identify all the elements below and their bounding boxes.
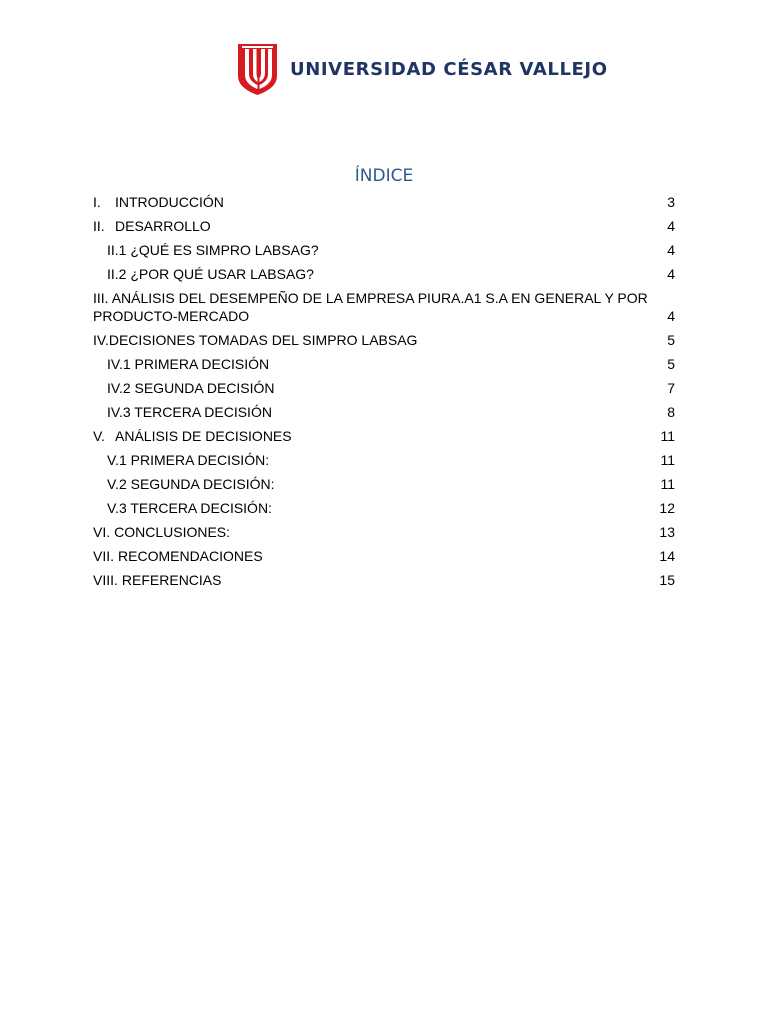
toc-subentry[interactable] <box>93 376 675 400</box>
toc-entry-text: II.1 ¿QUÉ ES SIMPRO LABSAG? <box>107 242 319 258</box>
toc-entry-number: IV. <box>93 332 109 348</box>
page-title: ÍNDICE <box>354 166 414 186</box>
toc-entry-text: V.1 PRIMERA DECISIÓN: <box>107 452 270 468</box>
toc-subentry[interactable] <box>93 262 675 286</box>
toc-entry-text: V.3 TERCERA DECISIÓN: <box>107 500 272 516</box>
toc-entry-number: I. <box>93 194 101 210</box>
toc-entry-text: ANÁLISIS DE DECISIONES <box>115 428 292 444</box>
toc-entry-page: 11 <box>660 428 675 444</box>
toc-subentry[interactable] <box>93 448 675 472</box>
toc-entry-page: 11 <box>660 476 675 492</box>
toc-subentry[interactable] <box>93 472 675 496</box>
toc-entry-text: II.2 ¿POR QUÉ USAR LABSAG? <box>107 266 314 282</box>
ucv-shield-icon <box>237 42 278 96</box>
toc-entry[interactable] <box>93 328 675 352</box>
toc-entry-text: RECOMENDACIONES <box>118 548 263 564</box>
toc-entry[interactable] <box>93 520 675 544</box>
toc-entry-text: IV.2 SEGUNDA DECISIÓN <box>107 380 275 396</box>
toc-entry-page: 4 <box>667 218 675 234</box>
logo-text: UNIVERSIDAD CÉSAR VALLEJO <box>290 58 608 80</box>
toc-entry-page: 5 <box>667 356 675 372</box>
toc-subentry[interactable] <box>93 352 675 376</box>
toc-subentry[interactable] <box>93 400 675 424</box>
toc-entry-page: 12 <box>659 500 675 516</box>
toc-entry-text: DESARROLLO <box>115 218 211 234</box>
toc-entry[interactable] <box>93 544 675 568</box>
toc-subentry[interactable] <box>93 496 675 520</box>
toc-entry-page: 5 <box>667 332 675 348</box>
toc-entry[interactable] <box>93 214 675 238</box>
toc-entry-page: 7 <box>667 380 675 396</box>
toc-entry-number: VIII. <box>93 572 118 588</box>
toc-entry-text: INTRODUCCIÓN <box>115 194 224 210</box>
toc-entry-page: 11 <box>660 452 675 468</box>
toc-entry-text: REFERENCIAS <box>121 572 222 588</box>
toc-entry-number: V. <box>93 428 105 444</box>
toc-entry-page: 4 <box>667 242 675 258</box>
toc-entry[interactable] <box>93 424 675 448</box>
toc-entry-number: VI. <box>93 524 111 540</box>
toc-entry-number: VII. <box>93 548 115 564</box>
toc-entry-page: 4 <box>667 266 675 282</box>
toc-entry-text: DECISIONES TOMADAS DEL SIMPRO LABSAG <box>108 332 418 348</box>
toc-entry-page: 13 <box>659 524 675 540</box>
toc-entry-text: IV.3 TERCERA DECISIÓN <box>107 404 272 420</box>
toc-entry-page: 15 <box>659 572 675 588</box>
toc-entry-text: V.2 SEGUNDA DECISIÓN: <box>107 476 275 492</box>
toc-entry-number: II. <box>93 218 105 234</box>
toc-entry-page: 14 <box>659 548 675 564</box>
table-of-contents <box>93 190 675 592</box>
toc-entry-page: 4 <box>667 308 675 324</box>
toc-entry[interactable] <box>93 190 675 214</box>
toc-entry-page: 3 <box>667 194 675 210</box>
toc-entry-text: CONCLUSIONES: <box>114 524 231 540</box>
toc-entry-text: ANÁLISIS DEL DESEMPEÑO DE LA EMPRESA PIURA.A1 S.A EN GENERAL Y POR PRODUCTO-MERCADO <box>93 290 648 324</box>
toc-entry[interactable] <box>93 286 675 328</box>
toc-entry-text: IV.1 PRIMERA DECISIÓN <box>107 356 270 372</box>
toc-entry-number: III. <box>93 290 109 306</box>
toc-subentry[interactable] <box>93 238 675 262</box>
university-logo <box>237 42 608 96</box>
toc-entry-page: 8 <box>667 404 675 420</box>
toc-entry[interactable] <box>93 568 675 592</box>
